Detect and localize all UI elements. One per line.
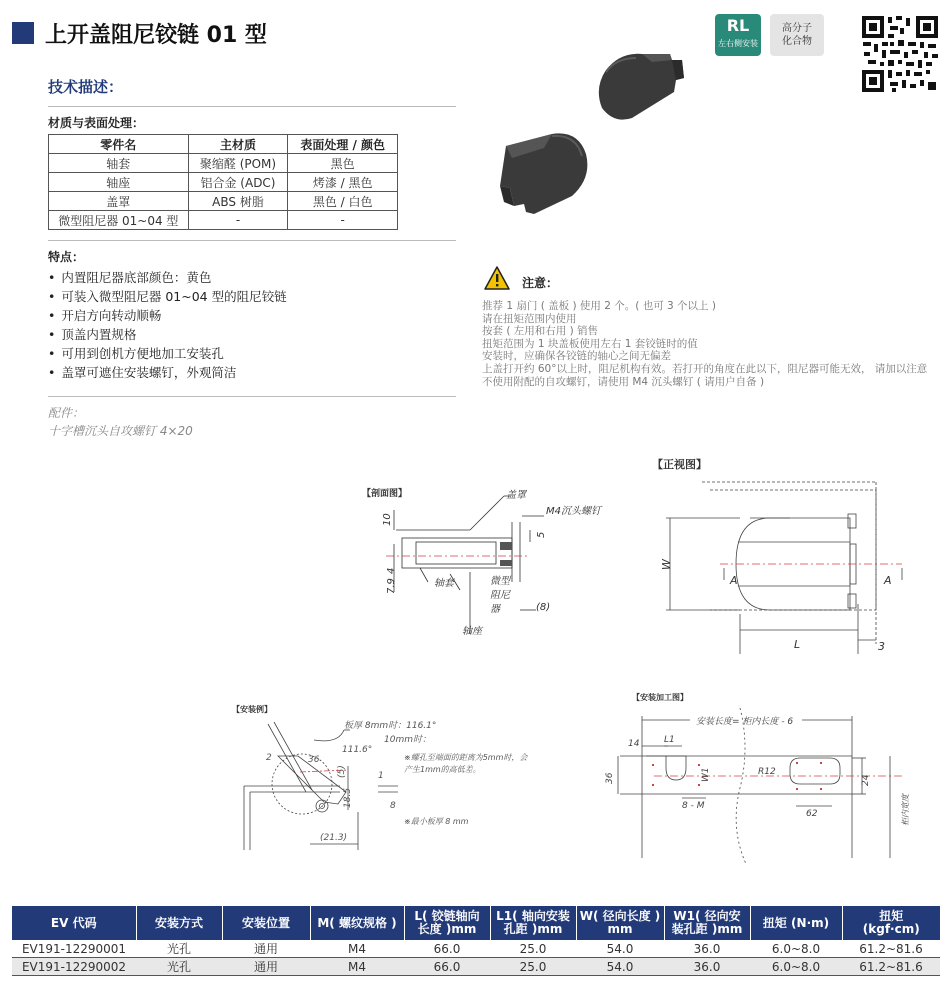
spec-header-install-method: 安装方式 bbox=[136, 906, 222, 940]
cover-label: 盖罩 bbox=[506, 490, 526, 501]
note-b: ※最小板厚 8 mm bbox=[404, 817, 469, 826]
dim-5: (5) bbox=[337, 765, 347, 778]
spec-header-row bbox=[12, 906, 940, 940]
cell: - bbox=[288, 211, 398, 230]
cell: 25.0 bbox=[490, 958, 576, 976]
dim-5: 5 bbox=[536, 531, 547, 538]
list-item: • 开启方向转动顺畅 bbox=[48, 306, 287, 325]
materials-title: 材质与表面处理： bbox=[48, 116, 145, 130]
cell: M4 bbox=[310, 940, 404, 958]
spec-header-l1: L1( 轴向安装 孔距 )mm bbox=[490, 906, 576, 940]
cell: EV191-12290002 bbox=[12, 958, 136, 976]
dim-21-3: (21.3) bbox=[320, 833, 348, 843]
table-row bbox=[49, 154, 398, 173]
dim-w1: W1 bbox=[701, 767, 711, 782]
notice-item: 安装时，应确保各铰链的轴心之间无偏差 bbox=[482, 350, 671, 363]
cell: 6.0~8.0 bbox=[750, 940, 842, 958]
note-a-line2: 产生1mm的高低差。 bbox=[404, 765, 481, 774]
notice-item: 扭矩范围为 1 块盖板使用左右 1 套铰链时的值 bbox=[482, 337, 698, 350]
front-view-drawing bbox=[640, 454, 945, 654]
tech-description-title: 技术描述： bbox=[48, 78, 124, 96]
install-example-drawing bbox=[228, 700, 558, 860]
cell: 61.2~81.6 bbox=[842, 940, 940, 958]
notice-title: 注意： bbox=[522, 276, 559, 290]
cell: 聚缩醛 (POM) bbox=[188, 154, 288, 173]
dim-8: (8) bbox=[536, 602, 551, 613]
divider bbox=[48, 396, 456, 397]
damper-label-3: 器 bbox=[490, 604, 500, 615]
notice-item: 推荐 1 扇门 ( 盖板 ) 使用 2 个。( 也可 3 个以上 ) bbox=[482, 300, 716, 312]
cell: 通用 bbox=[222, 940, 310, 958]
cell: 光孔 bbox=[136, 940, 222, 958]
accessories-title: 配件： bbox=[48, 406, 85, 420]
install-example-title: 【安装例】 bbox=[232, 705, 272, 714]
hinge-product-image bbox=[592, 48, 692, 124]
front-view-title: 【正视图】 bbox=[652, 458, 707, 471]
cell: M4 bbox=[310, 958, 404, 976]
cell: EV191-12290001 bbox=[12, 940, 136, 958]
materials-header-finish: 表面处理 / 颜色 bbox=[288, 135, 398, 154]
cell: 盖罩 bbox=[49, 192, 189, 211]
materials-table bbox=[48, 134, 398, 230]
notice-item: 不使用附配的自攻螺钉，请使用 M4 沉头螺钉 ( 请用户自备 ) bbox=[482, 375, 765, 388]
title-marker bbox=[12, 22, 34, 44]
spec-header-install-position: 安装位置 bbox=[222, 906, 310, 940]
rl-badge-text: RL bbox=[726, 16, 750, 35]
section-view-drawing bbox=[350, 482, 620, 642]
spec-header-code: EV 代码 bbox=[12, 906, 136, 940]
cabinet-width-label: 柜内宽度 bbox=[901, 794, 910, 826]
section-view-title: 【剖面图】 bbox=[362, 489, 408, 499]
table-row bbox=[49, 192, 398, 211]
rl-badge-subtext: 左右侧安装 bbox=[718, 39, 758, 48]
cell: 通用 bbox=[222, 958, 310, 976]
material-badge-line2: 化合物 bbox=[782, 36, 812, 47]
install-machining-drawing bbox=[590, 688, 920, 864]
install-machining-title: 【安装加工图】 bbox=[632, 693, 688, 702]
materials-header-row bbox=[49, 135, 398, 154]
cell: 黑色 / 白色 bbox=[288, 192, 398, 211]
sleeve-label: 轴套 bbox=[434, 578, 454, 589]
hinge-product-image-2 bbox=[492, 126, 592, 218]
dim-2: 2 bbox=[266, 753, 272, 763]
thickness-note-1: 板厚 8mm时：116.1° bbox=[344, 721, 437, 731]
cell: 轴座 bbox=[49, 173, 189, 192]
dim-36: 36 bbox=[308, 755, 320, 765]
divider bbox=[48, 240, 456, 241]
dim-10: 10 bbox=[382, 513, 393, 526]
spec-header-l: L( 铰链轴向 长度 )mm bbox=[404, 906, 490, 940]
list-item: • 可装入微型阻尼器 01~04 型的阻尼铰链 bbox=[48, 287, 287, 306]
dim-62: 62 bbox=[806, 809, 818, 819]
list-item: • 可用到创机方便地加工安装孔 bbox=[48, 344, 287, 363]
table-row bbox=[12, 958, 940, 976]
cell: 54.0 bbox=[576, 958, 664, 976]
cell: 黑色 bbox=[288, 154, 398, 173]
cell: - bbox=[188, 211, 288, 230]
base-label: 轴座 bbox=[462, 626, 482, 637]
divider bbox=[48, 106, 456, 107]
cell: 轴套 bbox=[49, 154, 189, 173]
cell: 微型阻尼器 01~04 型 bbox=[49, 211, 189, 230]
section-a-left: A bbox=[730, 574, 738, 587]
dim-r12: R12 bbox=[758, 767, 776, 777]
notice-item: 按套 ( 左用和右用 ) 销售 bbox=[482, 325, 599, 338]
dim-18-5: 18.5 bbox=[343, 787, 353, 808]
dim-7-9: 7.9 bbox=[386, 578, 397, 594]
screw-label: M4沉头螺钉 bbox=[546, 506, 601, 517]
dim-8: 8 bbox=[390, 801, 396, 811]
cell: 36.0 bbox=[664, 958, 750, 976]
table-row bbox=[49, 211, 398, 230]
accessories-item: 十字槽沉头自攻螺钉 4×20 bbox=[48, 424, 193, 438]
cell: 66.0 bbox=[404, 940, 490, 958]
materials-header-part: 零件名 bbox=[49, 135, 189, 154]
dim-24: 24 bbox=[861, 774, 871, 786]
notice-item: 上盖打开约 60°以上时，阻尼机构有效。若打开的角度在此以下，阻尼器可能无效， 请加以注意 bbox=[482, 362, 928, 375]
list-item: • 盖罩可遮住安装螺钉，外观简洁 bbox=[48, 363, 287, 382]
list-item: • 内置阻尼器底部颜色：黄色 bbox=[48, 268, 287, 287]
dim-4: 4 bbox=[386, 567, 397, 574]
dim-36: 36 bbox=[605, 772, 615, 784]
spec-table bbox=[12, 906, 940, 976]
install-length-label: 安装长度= 柜内长度 - 6 bbox=[696, 717, 794, 727]
spec-header-w: W( 径向长度 ) mm bbox=[576, 906, 664, 940]
dim-w: W bbox=[660, 559, 673, 570]
thickness-note-2: 10mm时： bbox=[384, 735, 431, 745]
spec-header-w1: W1( 径向安 装孔距 )mm bbox=[664, 906, 750, 940]
material-badge-line1: 高分子 bbox=[782, 23, 812, 34]
list-item: • 顶盖内置规格 bbox=[48, 325, 287, 344]
damper-label-2: 阻尼 bbox=[490, 590, 510, 601]
page-title: 上开盖阻尼铰链 01 型 bbox=[45, 23, 267, 48]
cell: 36.0 bbox=[664, 940, 750, 958]
table-row bbox=[12, 940, 940, 958]
cell: 光孔 bbox=[136, 958, 222, 976]
features-list bbox=[48, 268, 287, 382]
spec-header-torque-kgfcm: 扭矩 (kgf·cm) bbox=[842, 906, 940, 940]
table-row bbox=[49, 173, 398, 192]
dim-8-m: 8 - M bbox=[682, 801, 705, 811]
notice-item: 请在扭矩范围内使用 bbox=[482, 312, 577, 325]
note-a-line1: ※螺孔至端面的距离为5mm时，会 bbox=[404, 753, 528, 762]
cell: 25.0 bbox=[490, 940, 576, 958]
dim-l1: L1 bbox=[664, 735, 675, 745]
dim-1: 1 bbox=[378, 771, 384, 781]
warning-icon bbox=[484, 266, 510, 290]
dim-3: 3 bbox=[878, 640, 885, 653]
notice-list bbox=[482, 300, 942, 388]
dim-l: L bbox=[794, 638, 801, 651]
angle-label: 111.6° bbox=[342, 745, 373, 755]
cell: 54.0 bbox=[576, 940, 664, 958]
cell: 6.0~8.0 bbox=[750, 958, 842, 976]
cell: 66.0 bbox=[404, 958, 490, 976]
cell: 铝合金 (ADC) bbox=[188, 173, 288, 192]
rl-badge bbox=[715, 14, 761, 56]
material-badge bbox=[770, 14, 824, 56]
damper-label-1: 微型 bbox=[490, 576, 510, 587]
cell: 烤漆 / 黑色 bbox=[288, 173, 398, 192]
materials-header-material: 主材质 bbox=[188, 135, 288, 154]
dim-14: 14 bbox=[628, 739, 640, 749]
features-title: 特点： bbox=[48, 250, 85, 264]
spec-header-torque-nm: 扭矩 (N·m) bbox=[750, 906, 842, 940]
spec-header-thread: M( 螺纹规格 ) bbox=[310, 906, 404, 940]
cell: ABS 树脂 bbox=[188, 192, 288, 211]
cell: 61.2~81.6 bbox=[842, 958, 940, 976]
qr-code-icon bbox=[860, 14, 940, 94]
section-a-right: A bbox=[884, 574, 892, 587]
